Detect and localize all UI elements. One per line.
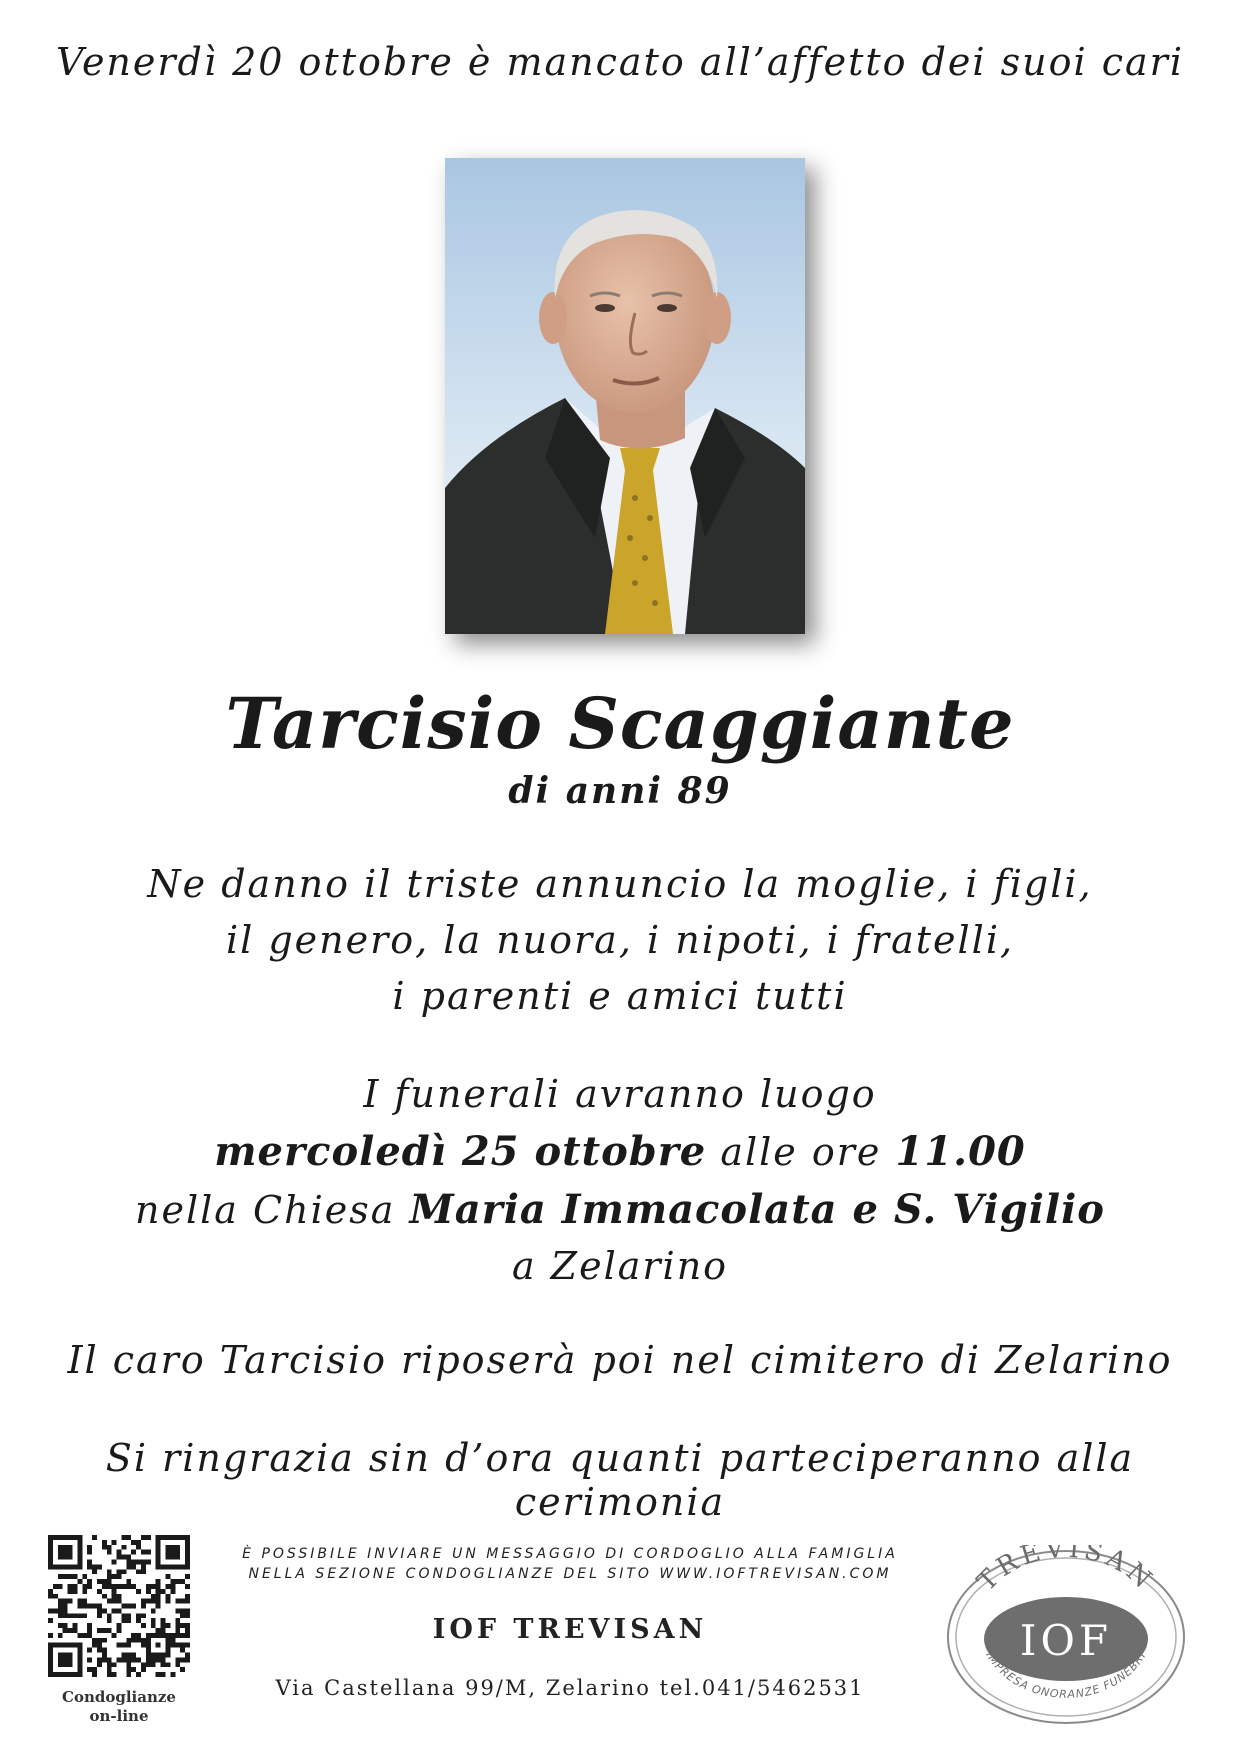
condolence-info-line-2: NELLA SEZIONE CONDOGLIANZE DEL SITO WWW.IOFTREVISAN.COM xyxy=(248,1566,892,1582)
funeral-time-prefix: alle ore xyxy=(720,1130,882,1174)
portrait-photo xyxy=(445,158,805,634)
funeral-intro: I funerali avranno luogo xyxy=(363,1072,877,1116)
svg-text:TREVISAN xyxy=(972,1545,1160,1597)
qr-code-graphic xyxy=(48,1535,190,1677)
cemetery-line: Il caro Tarcisio riposerà poi nel cimitero di Zelarino xyxy=(67,1338,1173,1382)
announcement-line-1: Ne danno il triste annuncio la moglie, i figli, xyxy=(147,862,1093,906)
company-name: IOF TREVISAN xyxy=(432,1614,708,1645)
announcement-line-2: il genero, la nuora, i nipoti, i fratelli, xyxy=(225,918,1015,962)
funeral-time: 11.00 xyxy=(895,1128,1026,1175)
deceased-name: Tarcisio Scaggiante xyxy=(225,682,1015,765)
logo-center-text: IOF xyxy=(1019,1616,1113,1665)
funeral-datetime xyxy=(0,1128,1240,1175)
thanks-line: Si ringrazia sin d’ora quanti parteciperanno alla cerimonia xyxy=(105,1436,1135,1524)
qr-caption xyxy=(48,1688,190,1726)
funeral-place: a Zelarino xyxy=(511,1244,729,1288)
church-name: Maria Immacolata e S. Vigilio xyxy=(409,1186,1105,1233)
church-prefix: nella Chiesa xyxy=(135,1188,396,1232)
funeral-date: mercoledì 25 ottobre xyxy=(214,1128,707,1175)
announcement-line-3: i parenti e amici tutti xyxy=(392,974,848,1018)
deceased-age: di anni 89 xyxy=(508,770,732,812)
qr-code-icon[interactable] xyxy=(48,1535,190,1677)
iof-trevisan-logo xyxy=(945,1545,1187,1725)
logo-bottom-text: IMPRESA ONORANZE FUNEBRI xyxy=(983,1649,1149,1701)
logo-top-text: TREVISAN xyxy=(971,1545,1160,1598)
company-address: Via Castellana 99/M, Zelarino tel.041/5462531 xyxy=(275,1676,865,1700)
condolence-info-line-1: È POSSIBILE INVIARE UN MESSAGGIO DI CORDOGLIO ALLA FAMIGLIA xyxy=(242,1546,898,1562)
qr-caption-line-2: on-line xyxy=(89,1707,149,1725)
funeral-church xyxy=(0,1186,1240,1233)
qr-caption-line-1: Condoglianze xyxy=(62,1688,176,1706)
intro-line: Venerdì 20 ottobre è mancato all’affetto dei suoi cari xyxy=(55,40,1184,84)
logo-graphic xyxy=(945,1545,1187,1725)
portrait-image xyxy=(445,158,805,634)
